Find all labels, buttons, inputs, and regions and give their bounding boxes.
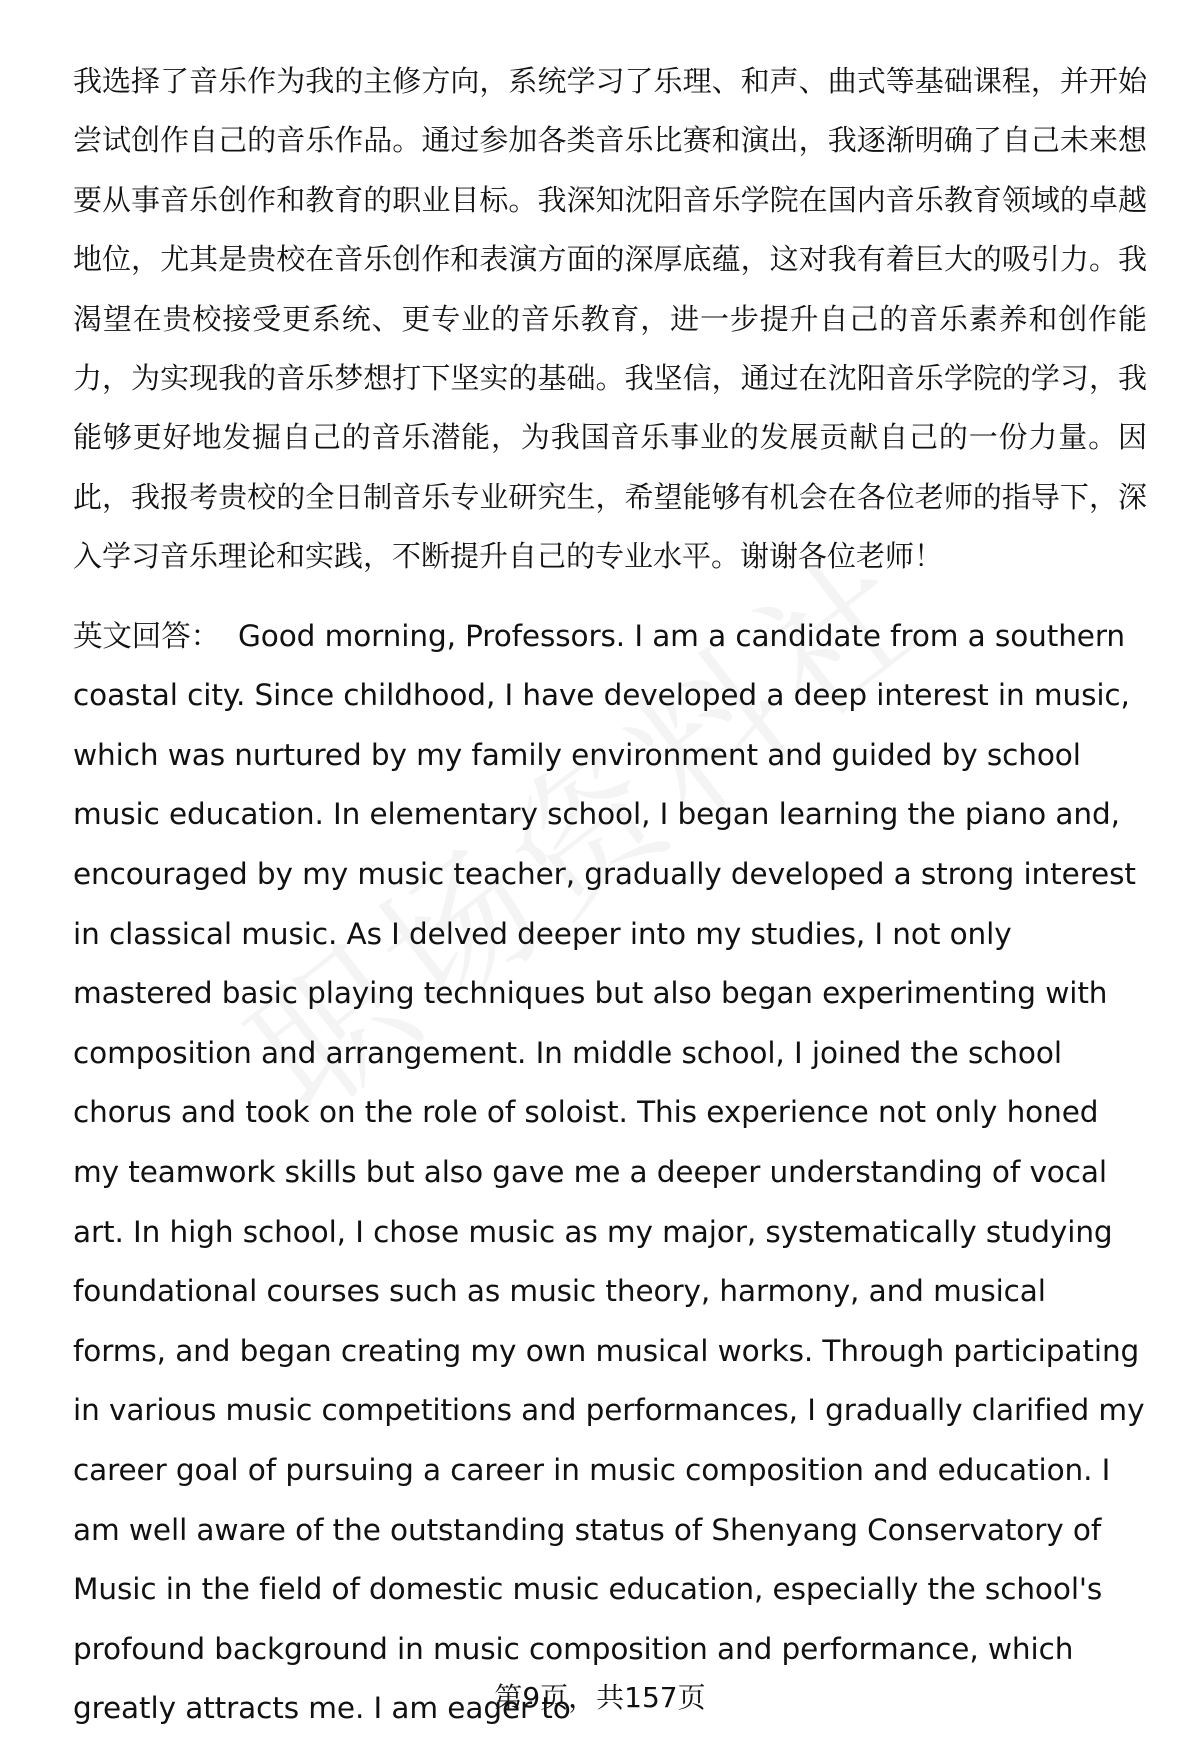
- english-answer-text: Good morning, Professors. I am a candidate from a southern coastal city. Since childhood, I have developed a deep interest in music, which was nurtured by my family environment and guided by school music education. In elementary school, I began learning the piano and, encouraged by my music teacher, gradually developed a strong interest in classical music. As I delved deeper into my studies, I not only mastered basic playing techniques but also began experimenting with composition and arrangement. In middle school, I joined the school chorus and took on the role of soloist. This experience not only honed my teamwork skills but also gave me a deeper understanding of vocal art. In high school, I chose music as my major, systematically studying foundational courses such as music theory, harmony, and musical forms, and began creating my own musical works. Through participating in various music competitions and performances, I gradually clarified my career goal of pursuing a career in music composition and education. I am well aware of the outstanding status of Shenyang Conservatory of Music in the field of domestic music education, especially the school's profound background in music composition and performance, which greatly attracts me. I am eager to: [73, 618, 1145, 1726]
- page-number-footer: 第9页，共157页: [494, 1681, 706, 1714]
- english-answer-paragraph: [73, 607, 1147, 1739]
- document-body: [73, 52, 1147, 1739]
- chinese-paragraph: 我选择了音乐作为我的主修方向，系统学习了乐理、和声、曲式等基础课程，并开始尝试创作自己的音乐作品。通过参加各类音乐比赛和演出，我逐渐明确了自己未来想要从事音乐创作和教育的职业目标。我深知沈阳音乐学院在国内音乐教育领域的卓越地位，尤其是贵校在音乐创作和表演方面的深厚底蕴，这对我有着巨大的吸引力。我渴望在贵校接受更系统、更专业的音乐教育，进一步提升自己的音乐素养和创作能力，为实现我的音乐梦想打下坚实的基础。我坚信，通过在沈阳音乐学院的学习，我能够更好地发掘自己的音乐潜能，为我国音乐事业的发展贡献自己的一份力量。因此，我报考贵校的全日制音乐专业研究生，希望能够有机会在各位老师的指导下，深入学习音乐理论和实践，不断提升自己的专业水平。谢谢各位老师！: [73, 64, 1147, 574]
- english-answer-label: 英文回答：: [73, 618, 221, 653]
